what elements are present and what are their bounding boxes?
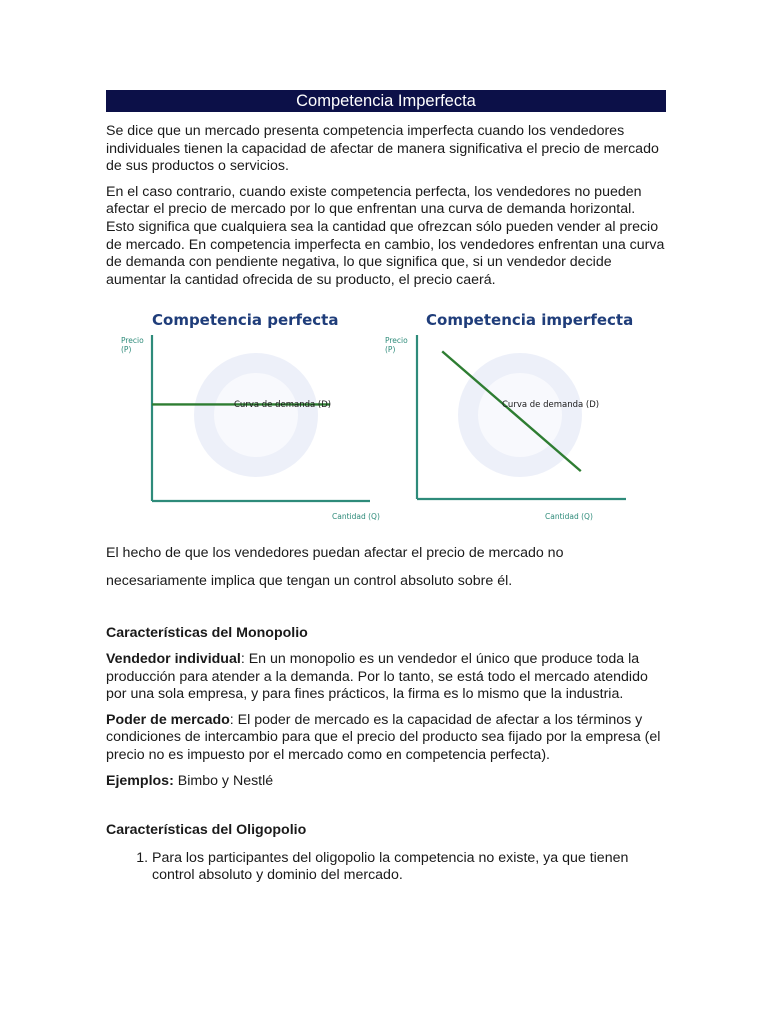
- ejemplos-text: Bimbo y Nestlé: [173, 772, 274, 789]
- y-axis-label: (P): [385, 345, 396, 355]
- oligopolio-heading: Características del Oligopolio: [106, 822, 307, 839]
- poder-mercado-term: Poder de mercado: [106, 711, 230, 728]
- x-axis-label: Cantidad (Q): [332, 512, 380, 522]
- series-label: Curva de demanda (D): [234, 400, 332, 411]
- vendedor-individual-term: Vendedor individual: [106, 650, 241, 667]
- series-label: Curva de demanda (D): [502, 400, 600, 411]
- vendedor-individual-text: : En un monopolio es un vendedor el único que produce toda la producción para atender a la demanda. Por lo tanto, se está todo el mercado atendido por una sola empresa, y para fines prácticos, la firma es lo mismo que la industria.: [106, 650, 648, 703]
- vendedor-individual-paragraph: [106, 651, 666, 704]
- ejemplos-term: Ejemplos:: [106, 772, 174, 789]
- intro-paragraph-1: Se dice que un mercado presenta competencia imperfecta cuando los vendedores individuales tienen la capacidad de afectar de manera significativa el precio de mercado de sus productos o servicios.: [106, 123, 659, 175]
- after-chart-paragraph: El hecho de que los vendedores puedan afectar el precio de mercado no necesariamente implica que tengan un control absoluto sobre él.: [106, 545, 564, 590]
- ejemplos-paragraph: [106, 773, 666, 791]
- poder-mercado-paragraph: [106, 712, 666, 765]
- demand-curves-figure: [106, 305, 666, 527]
- poder-mercado-text: : El poder de mercado es la capacidad de afectar a los términos y condiciones de intercambio para que el precio del producto sea fijado por la empresa (el precio no es impuesto por el mercado como en competencia perfecta).: [106, 711, 661, 763]
- intro-paragraph-2: En el caso contrario, cuando existe competencia perfecta, los vendedores no pueden afectar el precio de mercado por lo que enfrentan una curva de demanda horizontal. Esto significa que cualquiera sea la cantidad que ofrezcan sólo pueden vender al precio de mercado. En competencia imperfecta en cambio, los vendedores enfrentan una curva de demanda con pendiente negativa, lo que significa que, si un vendedor decide aumentar la cantidad ofrecida de su producto, el precio caerá.: [106, 183, 665, 288]
- y-axis-label: (P): [121, 345, 132, 355]
- x-axis-label: Cantidad (Q): [545, 512, 593, 522]
- chart-title: Competencia imperfecta: [426, 311, 634, 330]
- charts-svg: [106, 305, 666, 527]
- y-axis-label: Precio: [121, 336, 144, 346]
- watermark-ring: [214, 373, 298, 457]
- list-item: 1. Para los participantes del oligopolio la competencia no existe, ya que tienen control absoluto y dominio del mercado.: [152, 850, 666, 885]
- oligopolio-list: [106, 850, 666, 885]
- monopolio-heading: Características del Monopolio: [106, 625, 308, 642]
- document-page: [106, 90, 666, 885]
- y-axis-label: Precio: [385, 336, 408, 346]
- chart-panel-2: [385, 311, 633, 521]
- chart-title: Competencia perfecta: [152, 311, 339, 330]
- page-title: Competencia Imperfecta: [106, 90, 666, 112]
- chart-panel-1: [121, 311, 380, 521]
